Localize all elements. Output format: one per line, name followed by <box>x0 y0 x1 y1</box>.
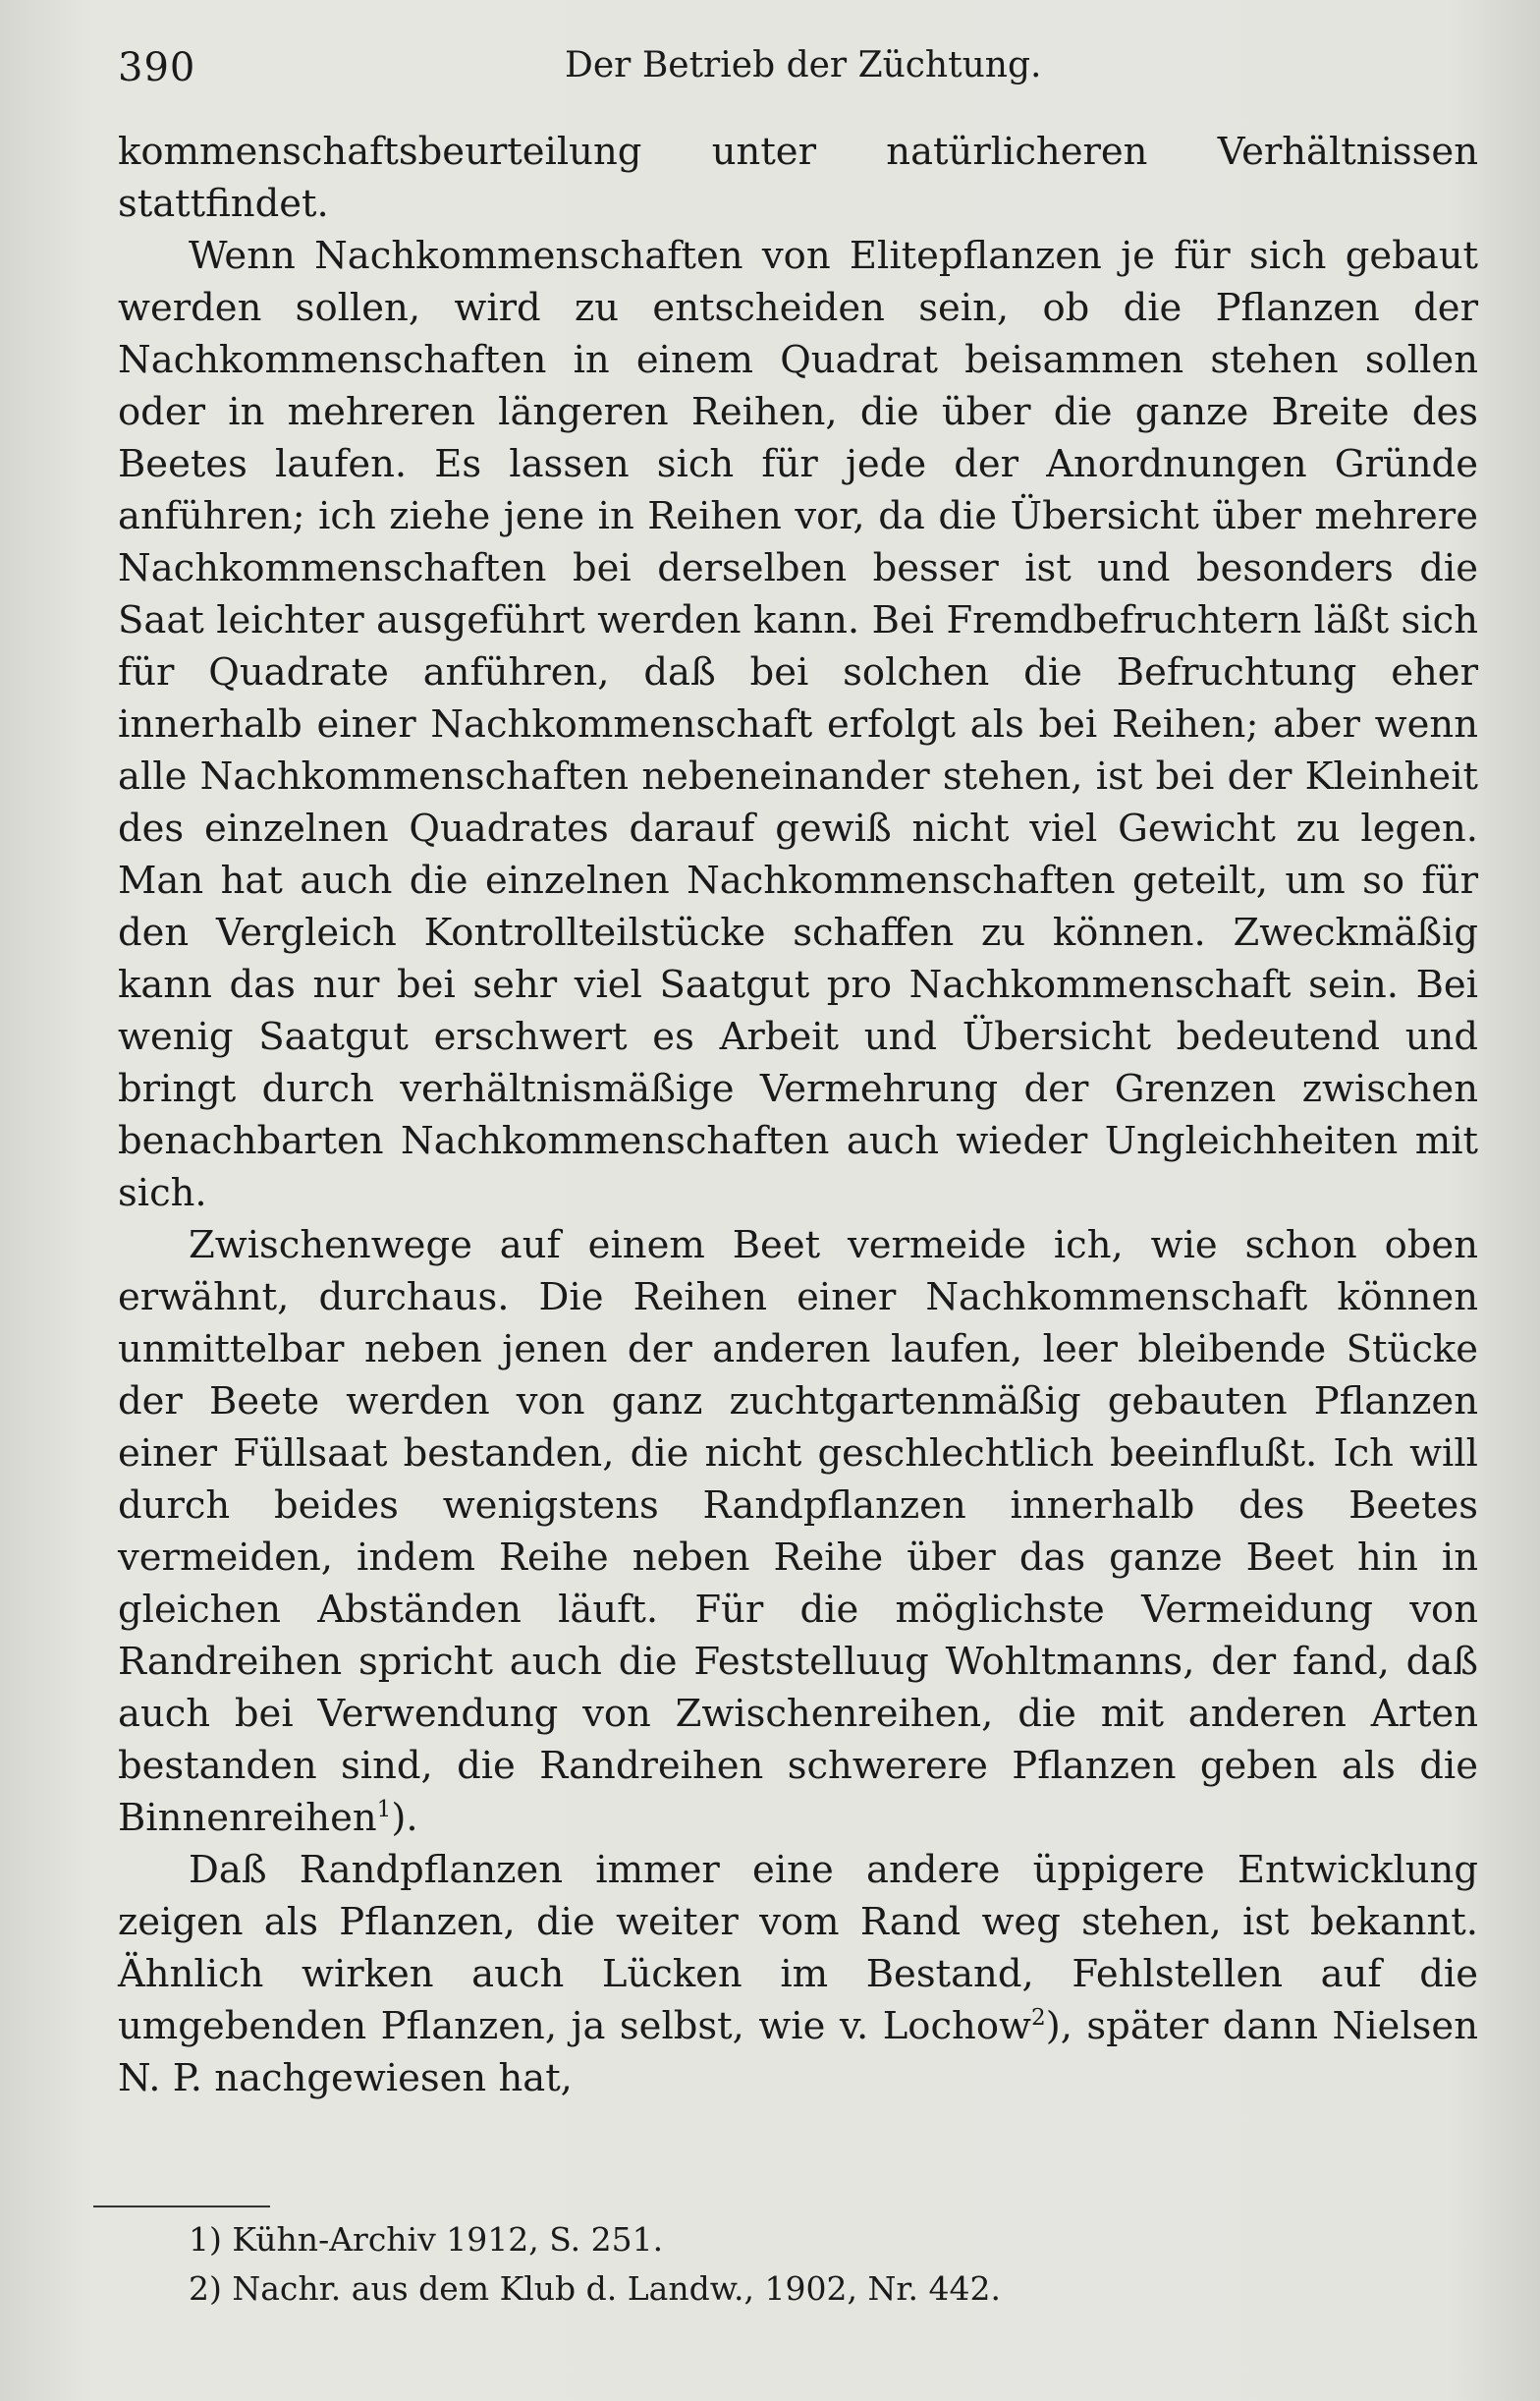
footnote-reference: 1 <box>376 1797 392 1823</box>
paragraph-text-tail: ), später dann Nielsen N. P. nachgewiesen hat, <box>118 2004 1478 2100</box>
footnote-marker: 2) <box>189 2269 222 2308</box>
footnote-reference: 2 <box>1030 2005 1046 2032</box>
footnote-rule <box>93 2206 270 2207</box>
footnote-text: Nachr. aus dem Klub d. Landw., 1902, Nr. 442. <box>232 2269 1001 2308</box>
page-header <box>118 45 1478 90</box>
footnote <box>118 2215 1478 2264</box>
footnote-text: Kühn-Archiv 1912, S. 251. <box>232 2220 664 2259</box>
footnote-marker: 1) <box>189 2220 222 2259</box>
paragraph: Wenn Nachkommenschaften von Elitepflanzen je für sich gebaut werden sollen, wird zu entscheiden sein, ob die Pflanzen der Nachkommenschaften in einem Quadrat beisammen stehen sollen oder in mehreren längeren Reihen, die über die ganze Breite des Beetes laufen. Es lassen sich für jede der Anordnungen Gründe anführen; ich ziehe jene in Reihen vor, da die Übersicht über mehrere Nachkommenschaften bei derselben besser ist und besonders die Saat leichter ausgeführt werden kann. Bei Fremdbefruchtern läßt sich für Quadrate anführen, daß bei solchen die Befruchtung eher innerhalb einer Nachkommenschaft erfolgt als bei Reihen; aber wenn alle Nachkommenschaften nebeneinander stehen, ist bei der Kleinheit des einzelnen Quadrates darauf gewiß nicht viel Gewicht zu legen. Man hat auch die einzelnen Nachkommenschaften geteilt, um so für den Vergleich Kontrollteilstücke schaffen zu können. Zweckmäßig kann das nur bei sehr viel Saatgut pro Nachkommenschaft sein. Bei wenig Saatgut erschwert es Arbeit und Übersicht bedeutend und bringt durch verhältnismäßige Vermehrung der Grenzen zwischen benachbarten Nachkommenschaften auch wieder Ungleichheiten mit sich. <box>118 234 1478 1215</box>
paragraph <box>118 1219 1478 1844</box>
paragraph: kommenschaftsbeurteilung unter natürlicheren Verhältnissen stattfindet. <box>118 130 1478 226</box>
paragraph <box>118 1844 1478 2104</box>
paragraph-text: Zwischenwege auf einem Beet vermeide ich, wie schon oben erwähnt, durchaus. Die Reihen einer Nachkommenschaft können unmittelbar neben jenen der anderen laufen, leer bleibende Stücke der Beete werden von ganz zuchtgartenmäßig gebauten Pflanzen einer Füllsaat bestanden, die nicht geschlechtlich beeinflußt. Ich will durch beides wenigstens Randpflanzen innerhalb des Beetes vermeiden, indem Reihe neben Reihe über das ganze Beet hin in gleichen Abständen läuft. Für die möglichste Vermeidung von Randreihen spricht auch die Feststelluug Wohltmanns, der fand, daß auch bei Verwendung von Zwischenreihen, die mit anderen Arten bestanden sind, die Randreihen schwerere Pflanzen geben als die Binnenreihen <box>118 1223 1478 1840</box>
footnote <box>118 2264 1478 2314</box>
paragraph-text-tail: ). <box>391 1796 418 1840</box>
body-text <box>118 126 1478 2104</box>
paragraph-text: Daß Randpflanzen immer eine andere üppigere Entwicklung zeigen als Pflanzen, die weiter vom Rand weg stehen, ist bekannt. Ähnlich wirken auch Lücken im Bestand, Fehlstellen auf die umgebenden Pflanzen, ja selbst, wie v. Lochow <box>118 1848 1478 2048</box>
running-head: Der Betrieb der Züchtung. <box>565 45 1042 85</box>
page-number: 390 <box>118 45 196 90</box>
footnotes <box>118 2206 1478 2314</box>
